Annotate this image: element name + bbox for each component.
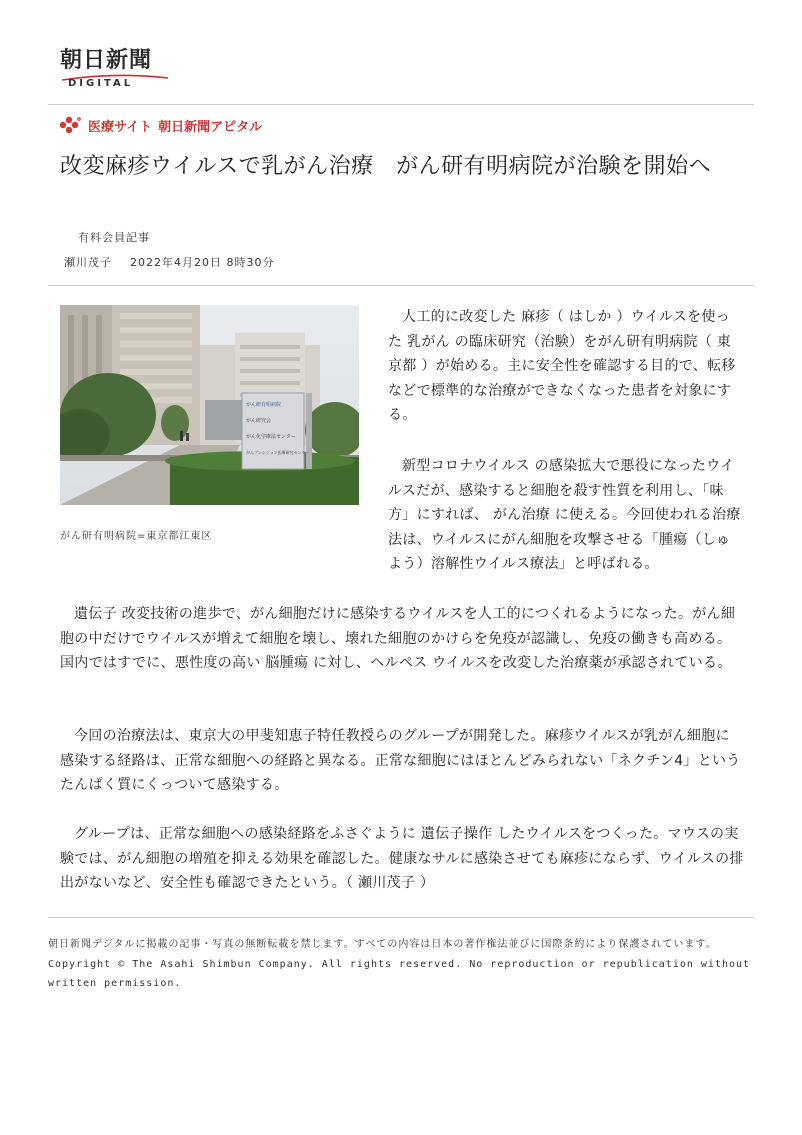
footer bbox=[48, 934, 754, 993]
asahi-digital-logo[interactable] bbox=[60, 47, 170, 89]
sign-line-3: がん化学療法センター bbox=[246, 434, 296, 440]
header-divider bbox=[48, 104, 754, 105]
article-paragraph-2: 新型コロナウイルス の感染拡大で悪役になったウイルスだが、感染すると細胞を殺す性質を利用し、「味方」にすれば、 がん治療 に使える。今回使われる治療法は、ウイルスにがん細胞を攻撃させる「腫瘍（しゅよう）溶解性ウイルス療法」と呼ばれる。 bbox=[388, 458, 741, 572]
logo-subtitle: DIGITAL bbox=[68, 78, 134, 89]
sign-line-1: がん研有明病院 bbox=[246, 402, 282, 408]
article-title: 改変麻疹ウイルスで乳がん治療 がん研有明病院が治験を開始へ bbox=[60, 154, 712, 179]
article-paragraph-1: 人工的に改変した 麻疹（ はしか ）ウイルスを使った 乳がん の臨床研究（治験）をがん研有明病院（ 東京都 ）が始める。主に安全性を確認する目的で、転移 などで標準的な治療ができなくなった患者を対象にする。 bbox=[388, 309, 736, 423]
publish-date: 2022年4月20日 8時30分 bbox=[130, 256, 275, 269]
hospital-building-image bbox=[60, 305, 359, 505]
article-paragraph-4: 今回の治療法は、東京大の甲斐知恵子特任教授らのグループが開発した。麻疹ウイルスが乳がん細胞に感染する経路は、正常な細胞への経路と異なる。正常な細胞にはほとんどみられない「ネクチン4」というたんぱく質にくっついて感染する。 bbox=[60, 728, 741, 793]
author-name[interactable]: 瀬川茂子 bbox=[64, 256, 112, 269]
site-section-label: 医療サイト bbox=[88, 119, 153, 135]
title-divider bbox=[48, 285, 754, 286]
site-brand-name[interactable]: 朝日新聞アピタル bbox=[158, 119, 263, 135]
article-paragraph-5: グループは、正常な細胞への感染経路をふさぐように 遺伝子操作 したウイルスをつくった。マウスの実験では、がん細胞の増殖を抑える効果を確認した。健康なサルに感染させても麻疹にならず、ウイルスの排出がないなど、安全性も確認できたという。（ 瀬川茂子 ） bbox=[60, 826, 744, 891]
article-paragraph-3: 遺伝子 改変技術の進歩で、がん細胞だけに感染するウイルスを人工的につくれるようになった。がん細胞の中だけでウイルスが増えて細胞を壊し、壊れた細胞のかけらを免疫が認識し、免疫の働きも高める。国内ではすでに、悪性度の高い 脳腫瘍 に対し、ヘルペス ウイルスを改変した治療薬が承認されている。 bbox=[60, 606, 736, 671]
copyright-notice-en: Copyright © The Asahi Shimbun Company. All rights reserved. No reproduction or republication without written permission. bbox=[48, 959, 751, 989]
photo-caption: がん研有明病院=東京都江東区 bbox=[60, 531, 213, 542]
footer-divider bbox=[48, 917, 754, 918]
site-label-row[interactable] bbox=[58, 114, 262, 136]
copyright-notice-ja: 朝日新聞デジタルに掲載の記事・写真の無断転載を禁じます。すべての内容は日本の著作権法並びに国際条約により保護されています。 bbox=[48, 939, 717, 950]
sign-line-2: がん研究会 bbox=[246, 418, 272, 424]
hospital-photo bbox=[60, 305, 359, 505]
logo-wordmark: 朝日新聞 bbox=[60, 47, 153, 73]
paid-member-badge: 有料会員記事 bbox=[78, 231, 150, 244]
byline bbox=[64, 254, 274, 270]
apital-dots-icon bbox=[58, 115, 82, 135]
sign-line-4: がんプレシジョン医療研究センター bbox=[246, 450, 310, 455]
